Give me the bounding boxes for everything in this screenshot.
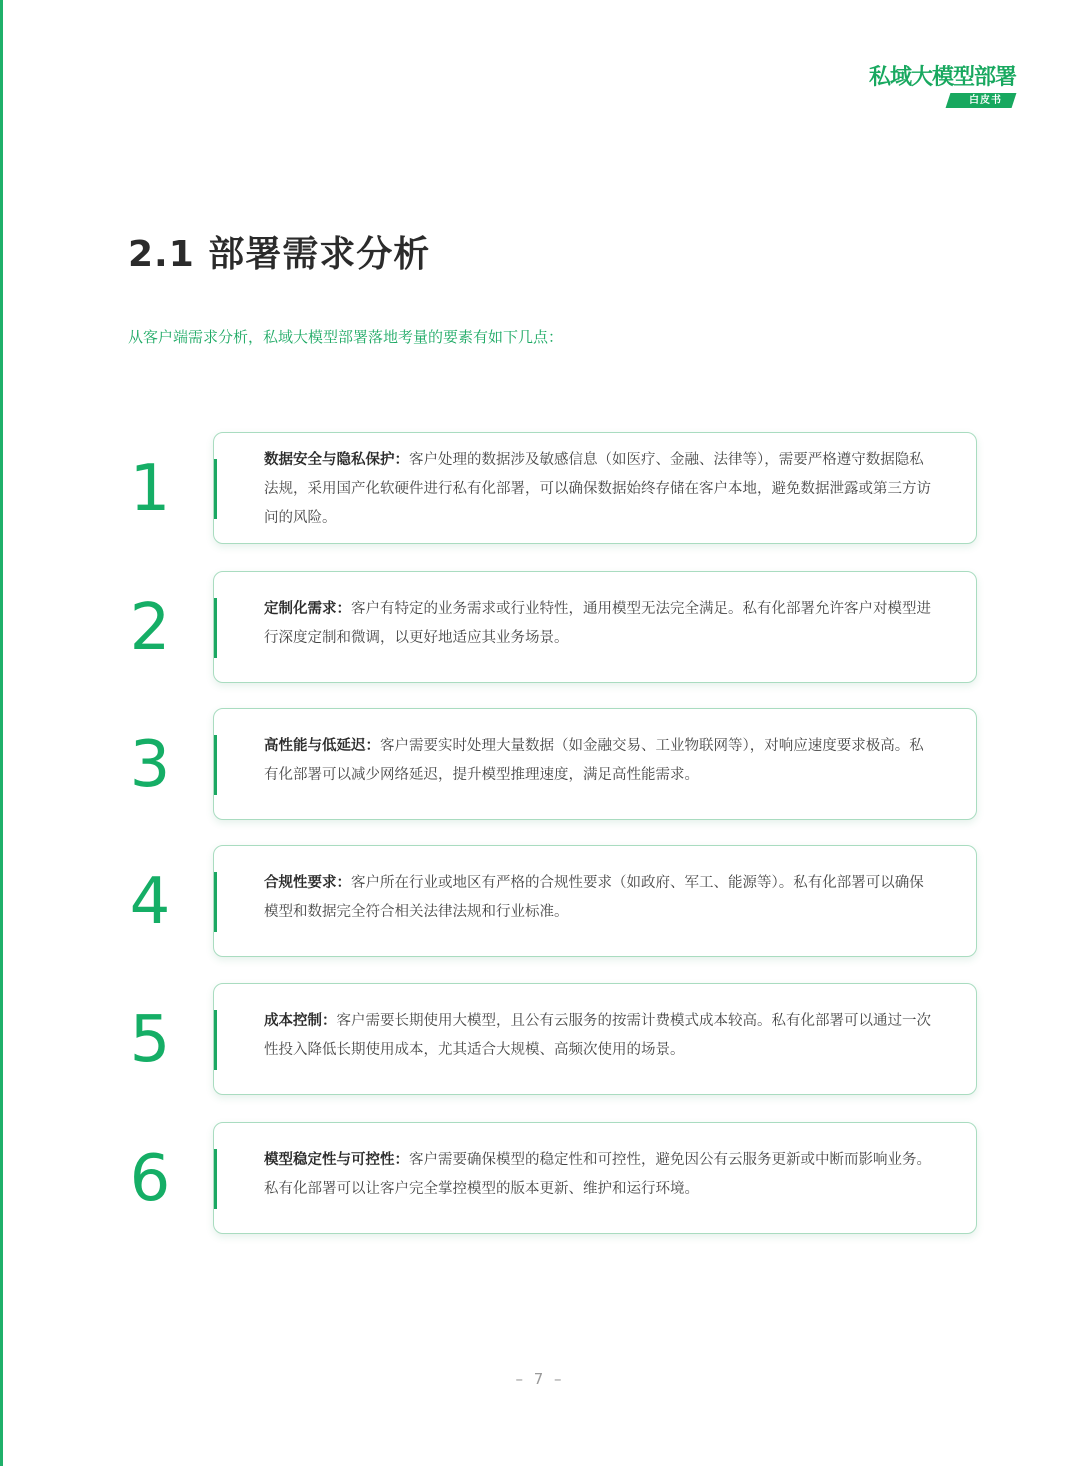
- item-number: 1: [129, 452, 171, 526]
- item-body: 客户需要长期使用大模型，且公有云服务的按需计费模式成本较高。私有化部署可以通过一次性投入降低长期使用成本，尤其适合大规模、高频次使用的场景。: [264, 1013, 931, 1058]
- requirement-item: [0, 708, 1080, 822]
- item-text: [264, 1007, 936, 1065]
- item-accent-bar: [214, 459, 217, 519]
- item-card: [213, 708, 977, 820]
- item-card: [213, 983, 977, 1095]
- item-accent-bar: [214, 1010, 217, 1070]
- requirement-item: [0, 845, 1080, 959]
- requirement-item: [0, 571, 1080, 685]
- item-card: [213, 1122, 977, 1234]
- item-number: 3: [129, 728, 171, 802]
- item-number: 4: [129, 865, 171, 939]
- logo-title: 私域大模型部署: [868, 65, 1016, 90]
- logo-subtitle: 白皮书: [969, 95, 1002, 106]
- page-number: – 7 –: [515, 1370, 565, 1388]
- item-accent-bar: [214, 735, 217, 795]
- item-heading: 定制化需求：: [264, 601, 351, 617]
- item-body: 客户所在行业或地区有严格的合规性要求（如政府、军工、能源等）。私有化部署可以确保模型和数据完全符合相关法律法规和行业标准。: [264, 875, 924, 920]
- item-heading: 模型稳定性与可控性：: [264, 1152, 409, 1168]
- item-accent-bar: [214, 1149, 217, 1209]
- item-heading: 高性能与低延迟：: [264, 738, 380, 754]
- item-accent-bar: [214, 872, 217, 932]
- requirement-item: [0, 432, 1080, 546]
- section-title: 2.1 部署需求分析: [128, 234, 431, 275]
- item-heading: 成本控制：: [264, 1013, 337, 1029]
- item-card: [213, 571, 977, 683]
- section-intro: 从客户端需求分析，私域大模型部署落地考量的要素有如下几点：: [128, 328, 564, 346]
- requirement-item: [0, 983, 1080, 1097]
- item-text: [264, 1146, 936, 1204]
- item-body: 客户需要确保模型的稳定性和可控性，避免因公有云服务更新或中断而影响业务。私有化部署可以让客户完全掌控模型的版本更新、维护和运行环境。: [264, 1152, 931, 1197]
- brand-logo: [856, 60, 1016, 110]
- requirement-item: [0, 1122, 1080, 1236]
- item-heading: 数据安全与隐私保护：: [264, 452, 409, 468]
- item-body: 客户处理的数据涉及敏感信息（如医疗、金融、法律等），需要严格遵守数据隐私法规，采用国产化软硬件进行私有化部署，可以确保数据始终存储在客户本地，避免数据泄露或第三方访问的风险。: [264, 452, 931, 526]
- item-card: [213, 432, 977, 544]
- item-number: 2: [129, 591, 171, 665]
- item-number: 6: [129, 1142, 171, 1216]
- item-text: [264, 595, 936, 653]
- item-accent-bar: [214, 598, 217, 658]
- item-text: [264, 732, 936, 790]
- item-text: [264, 446, 936, 533]
- item-text: [264, 869, 936, 927]
- item-number: 5: [129, 1003, 171, 1077]
- item-body: 客户需要实时处理大量数据（如金融交易、工业物联网等），对响应速度要求极高。私有化部署可以减少网络延迟，提升模型推理速度，满足高性能需求。: [264, 738, 924, 783]
- item-heading: 合规性要求：: [264, 875, 351, 891]
- item-body: 客户有特定的业务需求或行业特性，通用模型无法完全满足。私有化部署允许客户对模型进行深度定制和微调，以更好地适应其业务场景。: [264, 601, 931, 646]
- item-card: [213, 845, 977, 957]
